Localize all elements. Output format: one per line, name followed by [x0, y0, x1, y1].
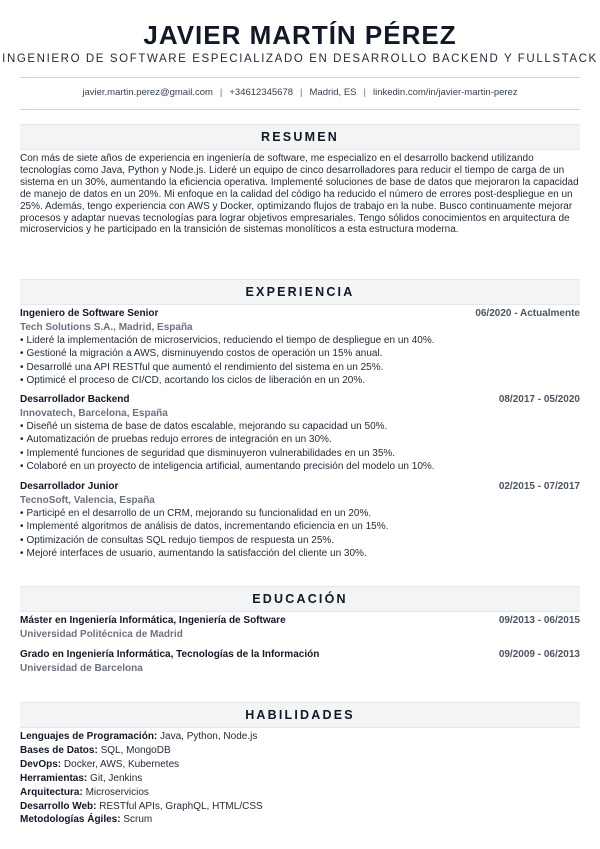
degree-title: Máster en Ingeniería Informática, Ingeniería de Software: [20, 615, 286, 626]
degree-dates: 09/2013 - 06/2015: [498, 615, 580, 626]
contact-separator: |: [300, 87, 303, 98]
contact-phone[interactable]: +34612345678: [229, 87, 294, 98]
degree-school: Universidad de Barcelona: [20, 663, 143, 674]
achievement-item: • Optimización de consultas SQL redujo tiempos de respuesta un 25%.: [20, 534, 580, 547]
achievement-item: • Optimicé el proceso de CI/CD, acortando los ciclos de liberación en un 20%.: [20, 374, 580, 387]
candidate-headline: INGENIERO DE SOFTWARE ESPECIALIZADO EN DESARROLLO BACKEND Y FULLSTACK: [2, 53, 598, 65]
section-header-summary: RESUMEN: [20, 124, 580, 150]
contact-line: [0, 87, 600, 98]
skill-row: [20, 744, 580, 758]
achievement-item: • Lideré la implementación de microservicios, reduciendo el tiempo de despliegue en un 40%.: [20, 334, 580, 347]
achievement-item: • Participé en el desarrollo de un CRM, mejorando su funcionalidad en un 20%.: [20, 507, 580, 520]
job-dates: 08/2017 - 05/2020: [498, 394, 580, 405]
skill-category: Herramientas:: [20, 772, 88, 784]
skill-row: [20, 772, 580, 786]
degree-title: Grado en Ingeniería Informática, Tecnologías de la Información: [20, 649, 320, 660]
experience-entry: [20, 481, 580, 561]
skill-category: Arquitectura:: [20, 786, 83, 798]
skill-category: Bases de Datos:: [20, 744, 98, 756]
skill-row: [20, 813, 580, 827]
contact-linkedin[interactable]: linkedin.com/in/javier-martin-perez: [372, 87, 518, 98]
job-company: Innovatech, Barcelona, España: [20, 408, 168, 419]
achievement-item: • Implementé funciones de seguridad que disminuyeron vulnerabilidades en un 35%.: [20, 447, 580, 460]
achievement-item: • Automatización de pruebas redujo errores de integración en un 30%.: [20, 433, 580, 446]
skill-category: Desarrollo Web:: [20, 800, 97, 812]
achievement-item: • Colaboré en un proyecto de inteligencia artificial, aumentando precisión del modelo un 10%.: [20, 460, 580, 473]
contact-separator: |: [363, 87, 366, 98]
degree-school: Universidad Politécnica de Madrid: [20, 629, 183, 640]
section-header-skills: HABILIDADES: [20, 702, 580, 728]
achievement-item: • Implementé algoritmos de análisis de datos, incrementando eficiencia en un 15%.: [20, 520, 580, 533]
skill-values: SQL, MongoDB: [100, 744, 171, 756]
skills-list: [20, 730, 580, 827]
candidate-name: JAVIER MARTÍN PÉREZ: [143, 20, 457, 50]
achievement-item: • Diseñé un sistema de base de datos escalable, mejorando su capacidad un 50%.: [20, 420, 580, 433]
skill-values: Scrum: [123, 814, 153, 826]
contact-email[interactable]: javier.martin.perez@gmail.com: [82, 87, 213, 98]
job-title: Desarrollador Backend: [20, 394, 130, 405]
job-dates: 02/2015 - 07/2017: [498, 481, 580, 492]
job-achievements: [20, 334, 580, 388]
skill-row: [20, 800, 580, 814]
section-header-experience: EXPERIENCIA: [20, 279, 580, 305]
achievement-item: • Mejoré interfaces de usuario, aumentando la satisfacción del cliente un 30%.: [20, 547, 580, 560]
contact-separator: |: [219, 87, 223, 98]
skill-row: [20, 730, 580, 744]
summary-paragraph: Con más de siete años de experiencia en ingeniería de software, me especializo en el desarrollo backend utilizando tecnologías como Java, Python y Node.js. Lideré un equipo de cinco desarrolladores para reducir el tiempo de carga de un sistema en un 30%, aumentando la eficiencia operativa. Implementé soluciones de base de datos que mejoraron la capacidad de manejo de datos en un 20%. Mi enfoque en la calidad del código ha reducido el número de errores post-despliegue en un 25%. Además, tengo experiencia con AWS y Docker, optimizando flujos de trabajo en la nube. Busco continuamente mejorar procesos y adaptar nuevas tecnologías para lograr objetivos empresariales. Tengo sólidos conocimientos en arquitectura de microservicios y he participado en la transición de sistemas monolíticos a esta estructura moderna.: [20, 153, 579, 236]
experience-entry: [20, 308, 580, 388]
job-achievements: [20, 420, 580, 474]
achievement-item: • Desarrollé una API RESTful que aumentó el rendimiento del sistema en un 25%.: [20, 361, 580, 374]
education-entry: [20, 649, 580, 675]
job-title: Ingeniero de Software Senior: [20, 308, 159, 319]
skill-values: Docker, AWS, Kubernetes: [63, 758, 180, 770]
skill-row: [20, 786, 580, 800]
contact-location: Madrid, ES: [309, 87, 357, 98]
achievement-item: • Gestioné la migración a AWS, disminuyendo costos de operación un 15% anual.: [20, 347, 580, 360]
header-divider-top: [20, 77, 580, 78]
skill-category: Metodologías Ágiles:: [20, 814, 121, 826]
job-company: TecnoSoft, Valencia, España: [20, 495, 155, 506]
job-title: Desarrollador Junior: [20, 481, 119, 492]
section-header-education: EDUCACIÓN: [20, 586, 580, 612]
experience-entry: [20, 394, 580, 474]
job-company: Tech Solutions S.A., Madrid, España: [20, 322, 193, 333]
skill-values: Java, Python, Node.js: [160, 731, 258, 742]
degree-dates: 09/2009 - 06/2013: [498, 649, 580, 660]
skill-values: Microservicios: [85, 786, 149, 798]
skill-values: RESTful APIs, GraphQL, HTML/CSS: [99, 800, 263, 812]
job-achievements: [20, 507, 580, 561]
skill-category: DevOps:: [20, 758, 62, 770]
education-entry: [20, 615, 580, 641]
header-divider-bottom: [20, 109, 580, 110]
skill-category: Lenguajes de Programación:: [20, 731, 158, 742]
skill-values: Git, Jenkins: [90, 772, 143, 784]
skill-row: [20, 758, 580, 772]
job-dates: 06/2020 - Actualmente: [475, 308, 580, 319]
